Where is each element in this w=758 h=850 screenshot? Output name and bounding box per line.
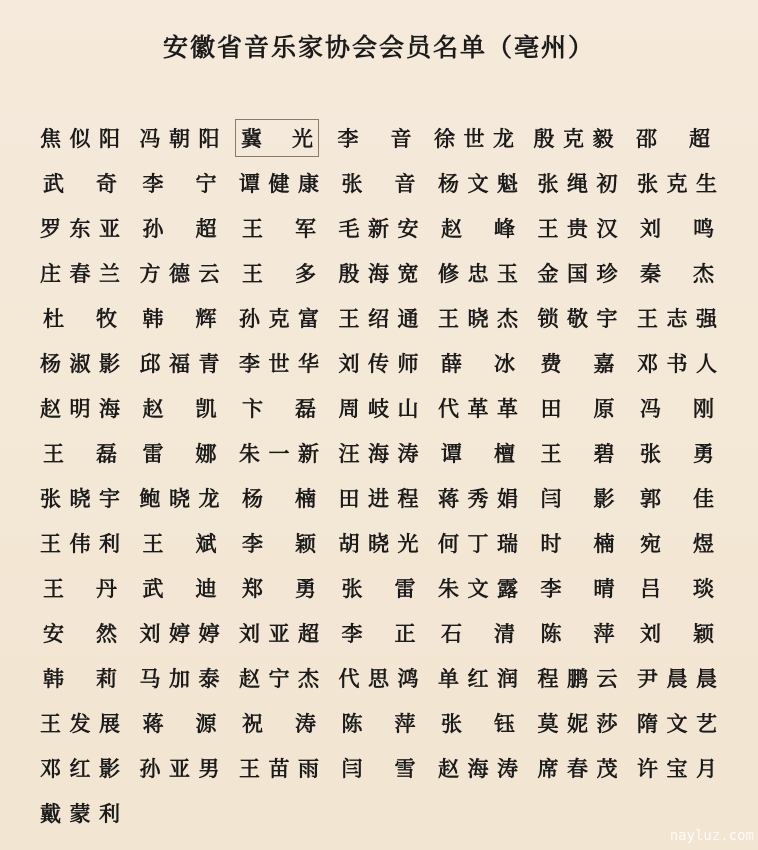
member-name: 薛 冰 (441, 350, 515, 376)
member-name: 宛 煜 (640, 530, 714, 556)
member-name: 隋 文 艺 (637, 710, 717, 736)
member-name: 朱 文 露 (438, 575, 518, 601)
name-row (40, 385, 740, 430)
member-name: 卞 磊 (242, 395, 316, 421)
member-name: 席 春 茂 (537, 755, 618, 781)
member-name: 闫 影 (540, 485, 615, 511)
member-name: 汪 海 涛 (338, 440, 419, 466)
member-name: 蒋 源 (142, 710, 217, 736)
member-name: 胡 晓 光 (338, 530, 419, 556)
member-name: 刘 颖 (640, 620, 714, 646)
member-name: 李 晴 (540, 575, 615, 601)
member-name: 修 忠 玉 (438, 260, 518, 286)
member-name: 郑 勇 (242, 575, 316, 601)
member-name: 李 正 (341, 620, 416, 646)
member-name: 孙 超 (142, 215, 217, 241)
member-name: 闫 雪 (341, 755, 416, 781)
name-row (40, 700, 740, 745)
member-name: 王 多 (242, 260, 316, 286)
member-name: 李 颖 (242, 530, 316, 556)
member-name: 王 磊 (43, 440, 117, 466)
member-name: 焦 似 阳 (40, 125, 120, 151)
member-name: 田 进 程 (338, 485, 419, 511)
member-name: 王 苗 雨 (239, 755, 319, 781)
member-name: 赵 凯 (142, 395, 217, 421)
member-name: 陈 萍 (341, 710, 416, 736)
member-name: 程 鹏 云 (537, 665, 618, 691)
member-name: 韩 辉 (142, 305, 217, 331)
member-name: 马 加 泰 (139, 665, 220, 691)
member-name: 王 志 强 (637, 305, 717, 331)
member-name: 罗 东 亚 (40, 215, 120, 241)
name-row (40, 295, 740, 340)
member-name: 吕 琰 (640, 575, 714, 601)
member-name: 殷 海 宽 (338, 260, 419, 286)
member-name: 安 然 (43, 620, 117, 646)
member-name: 孙 克 富 (239, 305, 319, 331)
member-name: 邓 书 人 (637, 350, 717, 376)
name-row (40, 655, 740, 700)
member-name: 方 德 云 (139, 260, 220, 286)
member-name: 王 伟 利 (40, 530, 120, 556)
name-row (40, 520, 740, 565)
member-name: 陈 萍 (540, 620, 615, 646)
member-name: 周 岐 山 (338, 395, 419, 421)
member-name: 孙 亚 男 (139, 755, 220, 781)
member-name: 时 楠 (540, 530, 615, 556)
member-name: 刘 婷 婷 (139, 620, 220, 646)
member-name: 殷 克 毅 (533, 125, 614, 151)
member-name: 邓 红 影 (40, 755, 120, 781)
member-name: 李 音 (337, 125, 412, 151)
watermark: nayluz.com (669, 828, 754, 844)
member-name: 费 嘉 (540, 350, 615, 376)
member-name: 郭 佳 (640, 485, 714, 511)
member-name-highlighted: 冀 光 (235, 119, 319, 157)
member-name: 王 碧 (540, 440, 615, 466)
member-name: 许 宝 月 (637, 755, 717, 781)
member-name: 赵 海 涛 (438, 755, 518, 781)
member-name: 锁 敬 宇 (537, 305, 618, 331)
member-name: 王 贵 汉 (537, 215, 618, 241)
member-name: 杨 文 魁 (438, 170, 518, 196)
member-name: 李 世 华 (239, 350, 319, 376)
member-name: 毛 新 安 (338, 215, 419, 241)
member-name: 赵 峰 (441, 215, 515, 241)
member-name: 邱 福 青 (139, 350, 220, 376)
name-row (40, 565, 740, 610)
name-row (40, 610, 740, 655)
member-name: 张 克 生 (637, 170, 717, 196)
member-name: 何 丁 瑞 (438, 530, 518, 556)
member-name: 张 音 (341, 170, 416, 196)
name-row (40, 790, 740, 835)
member-name: 王 军 (242, 215, 316, 241)
member-name: 朱 一 新 (239, 440, 319, 466)
member-name: 武 迪 (142, 575, 217, 601)
member-name: 谭 檀 (441, 440, 515, 466)
member-name: 赵 宁 杰 (239, 665, 319, 691)
member-name: 杨 淑 影 (40, 350, 120, 376)
member-name: 尹 晨 晨 (637, 665, 717, 691)
name-row (40, 430, 740, 475)
member-name: 冯 朝 阳 (139, 125, 220, 151)
member-name: 秦 杰 (640, 260, 714, 286)
member-name: 雷 娜 (142, 440, 217, 466)
member-name: 张 钰 (441, 710, 515, 736)
name-row (40, 205, 740, 250)
member-name: 赵 明 海 (40, 395, 120, 421)
member-name: 张 勇 (640, 440, 714, 466)
member-name: 祝 涛 (242, 710, 316, 736)
member-name: 金 国 珍 (537, 260, 618, 286)
member-name: 冯 刚 (640, 395, 714, 421)
member-name: 代 思 鸿 (338, 665, 419, 691)
member-name: 韩 莉 (43, 665, 117, 691)
member-name: 王 发 展 (40, 710, 120, 736)
name-row (40, 745, 740, 790)
member-name: 刘 亚 超 (239, 620, 319, 646)
page-title: 安徽省音乐家协会会员名单（亳州） (162, 33, 595, 62)
name-row (40, 475, 740, 520)
name-row (40, 340, 740, 385)
member-name: 石 清 (441, 620, 515, 646)
member-name: 刘 传 师 (338, 350, 419, 376)
member-name: 王 丹 (43, 575, 117, 601)
member-name: 张 晓 宇 (40, 485, 120, 511)
member-name: 莫 妮 莎 (537, 710, 618, 736)
member-name: 杨 楠 (242, 485, 316, 511)
member-name-grid (40, 115, 740, 835)
name-row (40, 250, 740, 295)
name-row (40, 160, 740, 205)
member-name: 张 雷 (341, 575, 416, 601)
member-name: 徐 世 龙 (434, 125, 514, 151)
name-row (40, 115, 740, 160)
member-name: 邵 超 (636, 125, 710, 151)
member-name: 单 红 润 (438, 665, 518, 691)
member-name: 戴 蒙 利 (40, 800, 120, 826)
member-name: 李 宁 (142, 170, 217, 196)
member-name: 杜 牧 (43, 305, 117, 331)
member-name: 谭 健 康 (239, 170, 319, 196)
member-name: 王 斌 (142, 530, 217, 556)
member-name: 蒋 秀 娟 (438, 485, 518, 511)
member-name: 鲍 晓 龙 (139, 485, 220, 511)
member-name: 庄 春 兰 (40, 260, 120, 286)
member-name: 代 革 革 (438, 395, 518, 421)
member-name: 王 绍 通 (338, 305, 419, 331)
member-name: 张 绳 初 (537, 170, 618, 196)
member-name: 武 奇 (43, 170, 117, 196)
member-name: 田 原 (540, 395, 615, 421)
member-name: 王 晓 杰 (438, 305, 518, 331)
member-name: 刘 鸣 (640, 215, 714, 241)
